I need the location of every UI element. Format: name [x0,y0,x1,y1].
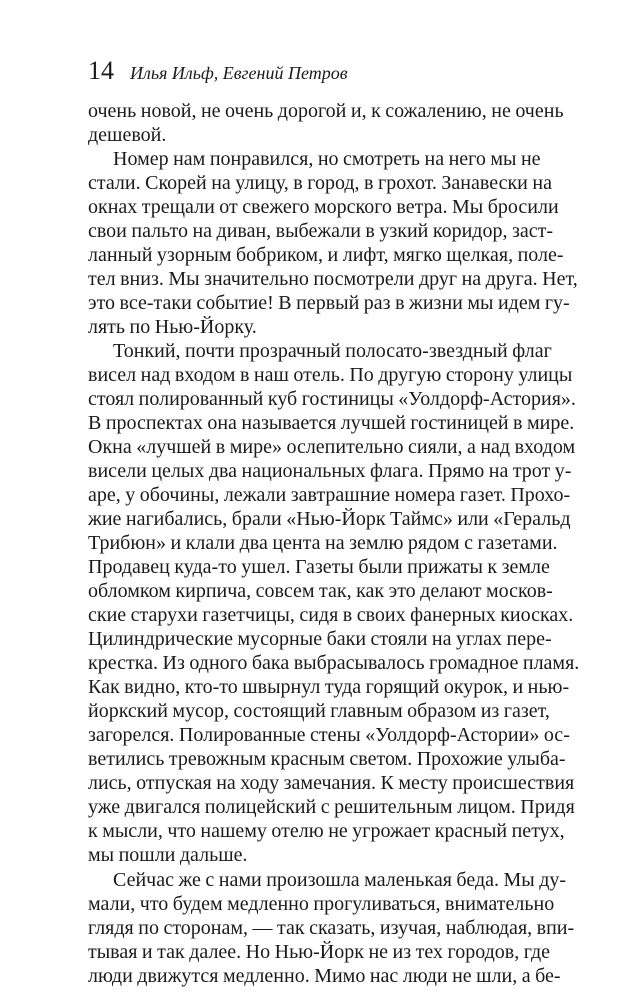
text-line: это все-таки событие! В первый раз в жизни мы идем гу- [88,292,570,315]
text-line: глядя по сторонам, — так сказать, изучая, наблюдая, впи- [88,916,575,939]
text-line: Трибюн» и клали два цента на землю рядом с газетами. [88,532,558,555]
text-line: очень новой, не очень дорогой и, к сожалению, не очень [88,100,564,122]
text-line: тывая и так далее. Но Нью-Йорк не из тех городов, где [88,940,550,963]
text-line: стали. Скорей на улицу, в город, в грохот. Занавески на [88,172,552,195]
text-line: ветились тревожным красным светом. Прохожие улыба- [88,748,566,771]
text-line: Продавец куда-то ушел. Газеты были прижаты к земле [88,556,550,579]
text-line: тел вниз. Мы значительно посмотрели друг на друга. Нет, [88,268,578,291]
text-line: В проспектах она называется лучшей гостиницей в мире. [88,412,575,435]
text-line: висели целых два национальных флага. Прямо на трот у- [88,460,572,483]
text-line: дешевой. [88,124,167,147]
text-line: мы пошли дальше. [88,844,248,867]
text-line: уже двигался полицейский с решительным лицом. Придя [88,796,575,819]
running-head [88,56,535,86]
text-line: Окна «лучшей в мире» ослепительно сияли, а над входом [88,436,576,459]
text-line: Тонкий, почти прозрачный полосато-звездный флаг [113,340,552,363]
text-line: люди движутся медленно. Мимо нас люди не шли, а бе- [88,964,561,987]
text-line: йоркский мусор, состоящий главным образом из газет, [88,700,550,723]
text-line: окнах трещали от свежего морского ветра. Мы бросили [88,196,559,219]
text-line: стоял полированный куб гостиницы «Уолдорф-Астория». [88,388,576,411]
text-line: Сейчас же с нами произошла маленькая беда. Мы ду- [113,868,567,891]
text-line: Номер нам понравился, но смотреть на него мы не [113,148,541,171]
text-line: лись, отпуская на ходу замечания. К месту происшествия [88,772,575,795]
text-line: загорелся. Полированные стены «Уолдорф-Астории» ос- [88,724,570,747]
text-line: ланный узорным бобриком, и лифт, мягко щелкая, поле- [88,244,564,267]
text-line: крестка. Из одного бака выбрасывалось громадное пламя. [88,652,580,675]
text-line: свои пальто на диван, выбежали в узкий коридор, заст- [88,220,554,243]
text-line: к мысли, что нашему отелю не угрожает красный петух, [88,820,565,843]
text-line: Цилиндрические мусорные баки стояли на углах пере- [88,628,552,651]
text-line: обломком кирпича, совсем так, как это делают москов- [88,580,553,603]
text-line: лять по Нью-Йорку. [88,316,257,339]
body-text [88,99,580,988]
text-line: ские старухи газетчицы, сидя в своих фанерных киосках. [88,604,574,627]
text-line: Как видно, кто-то швырнул туда горящий окурок, и нью- [88,676,570,699]
text-line: жие нагибались, брали «Нью-Йорк Таймс» или «Геральд [88,508,571,531]
text-line: аре, у обочины, лежали завтрашние номера газет. Прохо- [88,484,571,507]
text-line: мали, что будем медленно прогуливаться, внимательно [88,892,555,915]
text-line: висел над входом в наш отель. По другую сторону улицы [88,364,573,387]
page-number: 14 [88,56,114,85]
running-head-authors: Илья Ильф, Евгений Петров [130,63,348,83]
